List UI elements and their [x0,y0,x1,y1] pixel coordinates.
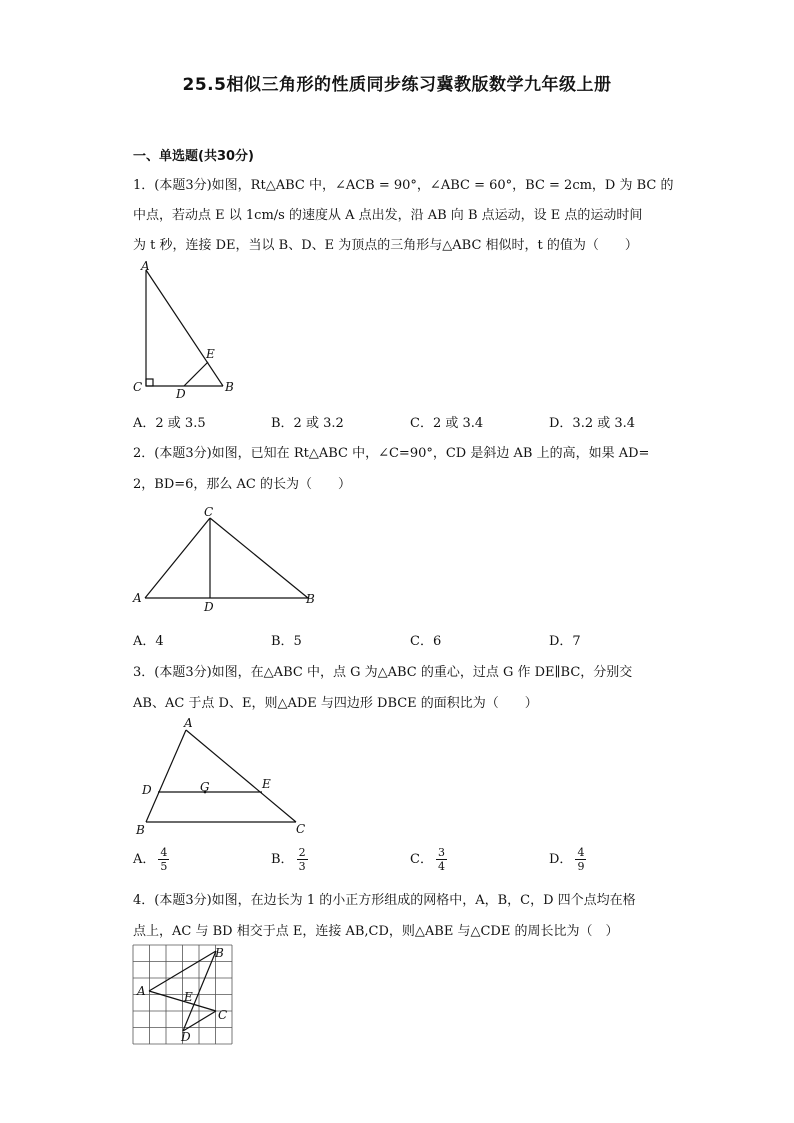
q2-option-a[interactable]: A．4 [133,634,164,649]
q4-text-line2: 点上，AC 与 BD 相交于点 E，连接 AB,CD，则△ABE 与△CDE 的周长比为（ ） [133,924,619,939]
q2-figure [128,502,328,614]
q3-option-d-fraction [575,846,586,873]
q1-label-e: E [206,347,215,361]
q2-option-b[interactable]: B．5 [271,634,302,649]
q1-side-ab [146,270,223,386]
q3-option-c-fraction [436,846,447,873]
q1-right-angle-mark [146,379,153,386]
q3-option-b-prefix: B． [271,852,294,867]
q3-option-b-fraction [297,846,308,873]
q1-option-b[interactable]: B．2 或 3.2 [271,416,344,431]
q4-label-b: B [215,946,224,960]
q2-option-d[interactable]: D．7 [549,634,581,649]
page-title: 25.5相似三角形的性质同步练习冀教版数学九年级上册 [182,75,612,95]
q3-option-b-numerator: 2 [298,846,306,859]
q2-side-cb [210,518,308,598]
q1-label-a: A [141,259,150,273]
q3-option-b-denominator: 3 [298,860,306,873]
q2-option-c[interactable]: C．6 [410,634,442,649]
q3-text-line1: 3．(本题3分)如图，在△ABC 中，点 G 为△ABC 的重心，过点 G 作 DE∥BC，分别交 [133,665,633,680]
q1-text-line2: 中点，若动点 E 以 1cm/s 的速度从 A 点出发，沿 AB 向 B 点运动，设 E 点的运动时间 [133,208,643,223]
q1-label-b: B [225,380,234,394]
q3-label-a: A [184,716,193,730]
q3-side-ac [186,730,296,822]
q1-option-c[interactable]: C．2 或 3.4 [410,416,484,431]
q3-option-d-denominator: 9 [577,860,585,873]
q3-option-d-prefix: D． [549,852,573,867]
q1-text-line3: 为 t 秒，连接 DE，当以 B、D、E 为顶点的三角形与△ABC 相似时，t 的值为（ ） [133,238,638,253]
q3-option-d[interactable] [549,846,586,873]
q3-option-c[interactable] [410,846,447,873]
q4-label-e: E [184,990,193,1004]
q2-label-d: D [204,600,214,614]
q3-figure [128,714,318,840]
q4-label-c: C [218,1008,228,1022]
q4-segment-cd [183,1011,216,1031]
q3-option-a-prefix: A． [133,852,156,867]
q4-text-line1: 4．(本题3分)如图，在边长为 1 的小正方形组成的网格中，A，B，C，D 四个点均在格 [133,893,636,908]
q3-label-b: B [136,823,145,837]
q3-option-c-prefix: C． [410,852,433,867]
q1-figure [128,258,248,400]
q3-label-e: E [262,777,271,791]
q3-option-a-numerator: 4 [160,846,168,859]
q3-option-c-denominator: 4 [437,860,445,873]
q1-option-d[interactable]: D．3.2 或 3.4 [549,416,636,431]
q2-text-line2: 2，BD=6，那么 AC 的长为（ ） [133,477,352,492]
section-heading: 一、单选题(共30分) [133,149,254,164]
q3-option-c-numerator: 3 [437,846,445,859]
q1-label-c: C [133,380,143,394]
q1-text-line1: 1．(本题3分)如图，Rt△ABC 中，∠ACB = 90°，∠ABC = 60°，BC = 2cm，D 为 BC 的 [133,178,674,193]
q3-option-a-denominator: 5 [160,860,168,873]
q1-label-d: D [176,387,186,400]
q2-label-b: B [306,592,315,606]
q2-label-a: A [133,591,142,605]
q1-option-a[interactable]: A．2 或 3.5 [133,416,206,431]
q3-text-line2: AB、AC 于点 D、E，则△ADE 与四边形 DBCE 的面积比为（ ） [133,696,538,711]
q4-figure [128,940,240,1050]
q3-option-b[interactable] [271,846,308,873]
q3-option-d-numerator: 4 [577,846,585,859]
q3-label-g: G [200,780,210,794]
q3-side-ab [146,730,186,822]
q3-label-d: D [142,783,152,797]
q2-label-c: C [204,505,214,519]
q4-label-a: A [137,984,146,998]
q3-option-a[interactable] [133,846,169,873]
q3-label-c: C [296,822,306,836]
q4-label-d: D [181,1030,191,1044]
q3-option-a-fraction [158,846,169,873]
q2-side-ac [145,518,210,598]
q2-text-line1: 2．(本题3分)如图，已知在 Rt△ABC 中，∠C=90°，CD 是斜边 AB 上的高，如果 AD= [133,446,650,461]
q1-segment-de [184,362,208,386]
